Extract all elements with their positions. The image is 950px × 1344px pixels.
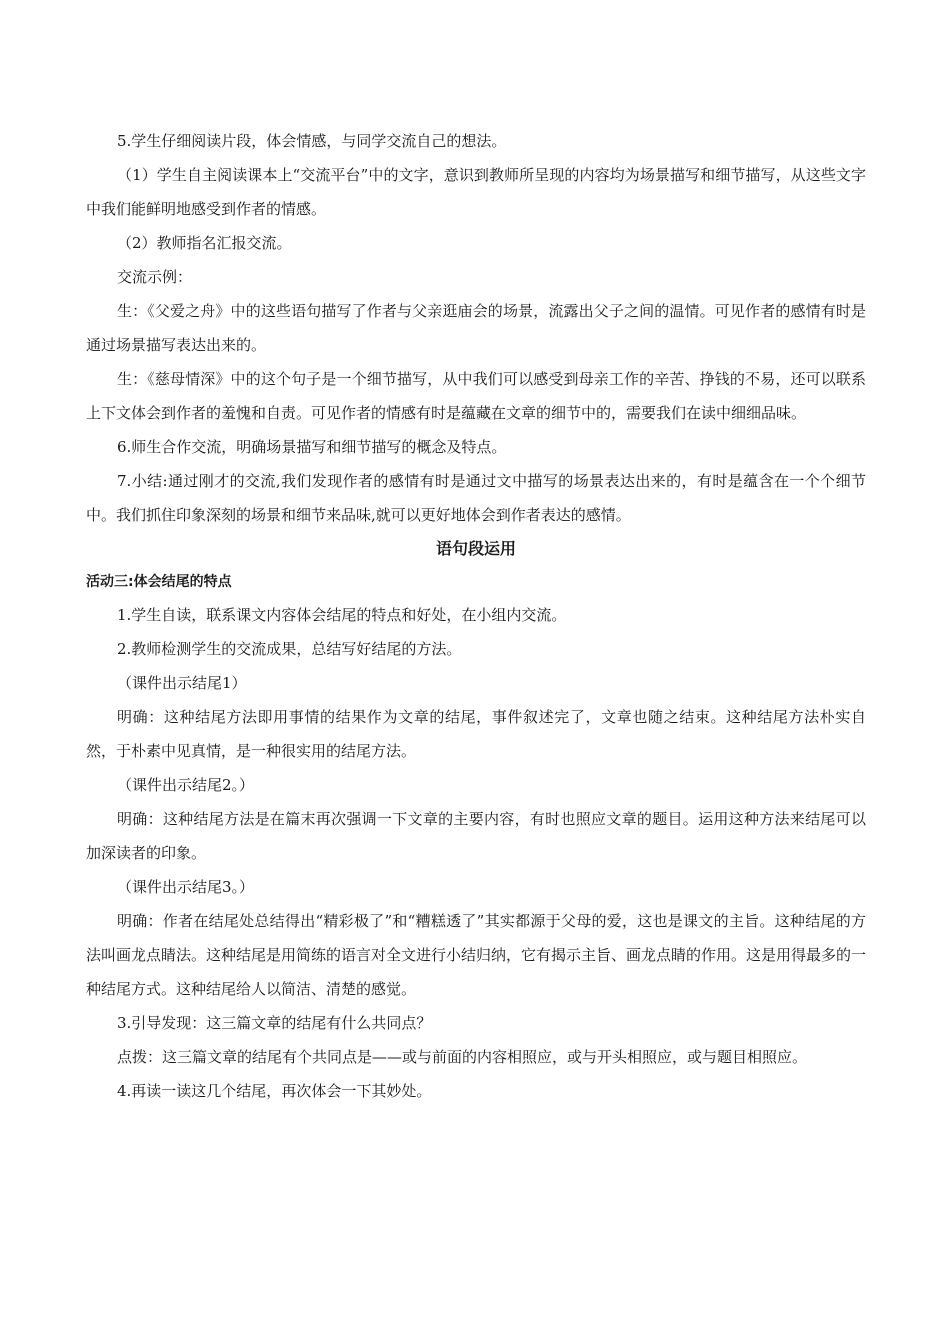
paragraph-clarify-2: 明确：这种结尾方法是在篇末再次强调一下文章的主要内容，有时也照应文章的题目。运用这种方法来结尾可以加深读者的印象。 — [86, 810, 866, 862]
paragraph-step-6: 6.师生合作交流，明确场景描写和细节描写的概念及特点。 — [117, 438, 507, 456]
paragraph-example-1: 生：《父爱之舟》中的这些语句描写了作者与父亲逛庙会的场景，流露出父子之间的温情。可见作者的感情有时是通过场景描写表达出来的。 — [86, 302, 866, 354]
paragraph-slide-ending-1: （课件出示结尾1） — [117, 674, 247, 692]
paragraph-step-5-1: （1）学生自主阅读课本上“交流平台”中的文字，意识到教师所呈现的内容均为场景描写和细节描写，从这些文字中我们能鲜明地感受到作者的情感。 — [86, 166, 866, 218]
section-heading: 语句段运用 — [435, 539, 516, 558]
paragraph-example-2: 生：《慈母情深》中的这个句子是一个细节描写，从中我们可以感受到母亲工作的辛苦、挣钱的不易，还可以联系上下文体会到作者的羞愧和自责。可见作者的情感有时是蕴藏在文章的细节中的，需要我们在读中细细品味。 — [86, 370, 866, 422]
paragraph-activity-2: 2.教师检测学生的交流成果，总结写好结尾的方法。 — [117, 640, 462, 658]
paragraph-example-label: 交流示例： — [117, 268, 193, 286]
activity-heading: 活动三:体会结尾的特点 — [86, 574, 232, 590]
paragraph-step-5-2: （2）教师指名汇报交流。 — [117, 234, 292, 252]
paragraph-slide-ending-2: （课件出示结尾2。） — [117, 776, 255, 794]
paragraph-step-7: 7.小结:通过刚才的交流,我们发现作者的感情有时是通过文中描写的场景表达出来的，有时是蕴含在一个个细节中。我们抓住印象深刻的场景和细节来品味,就可以更好地体会到作者表达的感情。 — [86, 472, 866, 524]
document-page — [86, 124, 866, 1108]
paragraph-step-5: 5.学生仔细阅读片段，体会情感，与同学交流自己的想法。 — [117, 132, 507, 150]
paragraph-clarify-3: 明确：作者在结尾处总结得出“精彩极了”和“糟糕透了”其实都源于父母的爱，这也是课文的主旨。这种结尾的方法叫画龙点睛法。这种结尾是用简练的语言对全文进行小结归纳，它有揭示主旨、画龙点睛的作用。这是用得最多的一种结尾方式。这种结尾给人以简洁、清楚的感觉。 — [86, 912, 867, 998]
paragraph-clarify-1: 明确：这种结尾方法即用事情的结果作为文章的结尾，事件叙述完了，文章也随之结束。这种结尾方法朴实自然，于朴素中见真情，是一种很实用的结尾方法。 — [86, 708, 866, 760]
paragraph-activity-4: 4.再读一读这几个结尾，再次体会一下其妙处。 — [117, 1082, 432, 1100]
paragraph-activity-1: 1.学生自读，联系课文内容体会结尾的特点和好处，在小组内交流。 — [117, 606, 567, 624]
paragraph-hint: 点拨：这三篇文章的结尾有个共同点是——或与前面的内容相照应，或与开头相照应，或与题目相照应。 — [117, 1048, 808, 1066]
paragraph-activity-3: 3.引导发现：这三篇文章的结尾有什么共同点？ — [117, 1014, 432, 1032]
paragraph-slide-ending-3: （课件出示结尾3。） — [117, 878, 255, 896]
